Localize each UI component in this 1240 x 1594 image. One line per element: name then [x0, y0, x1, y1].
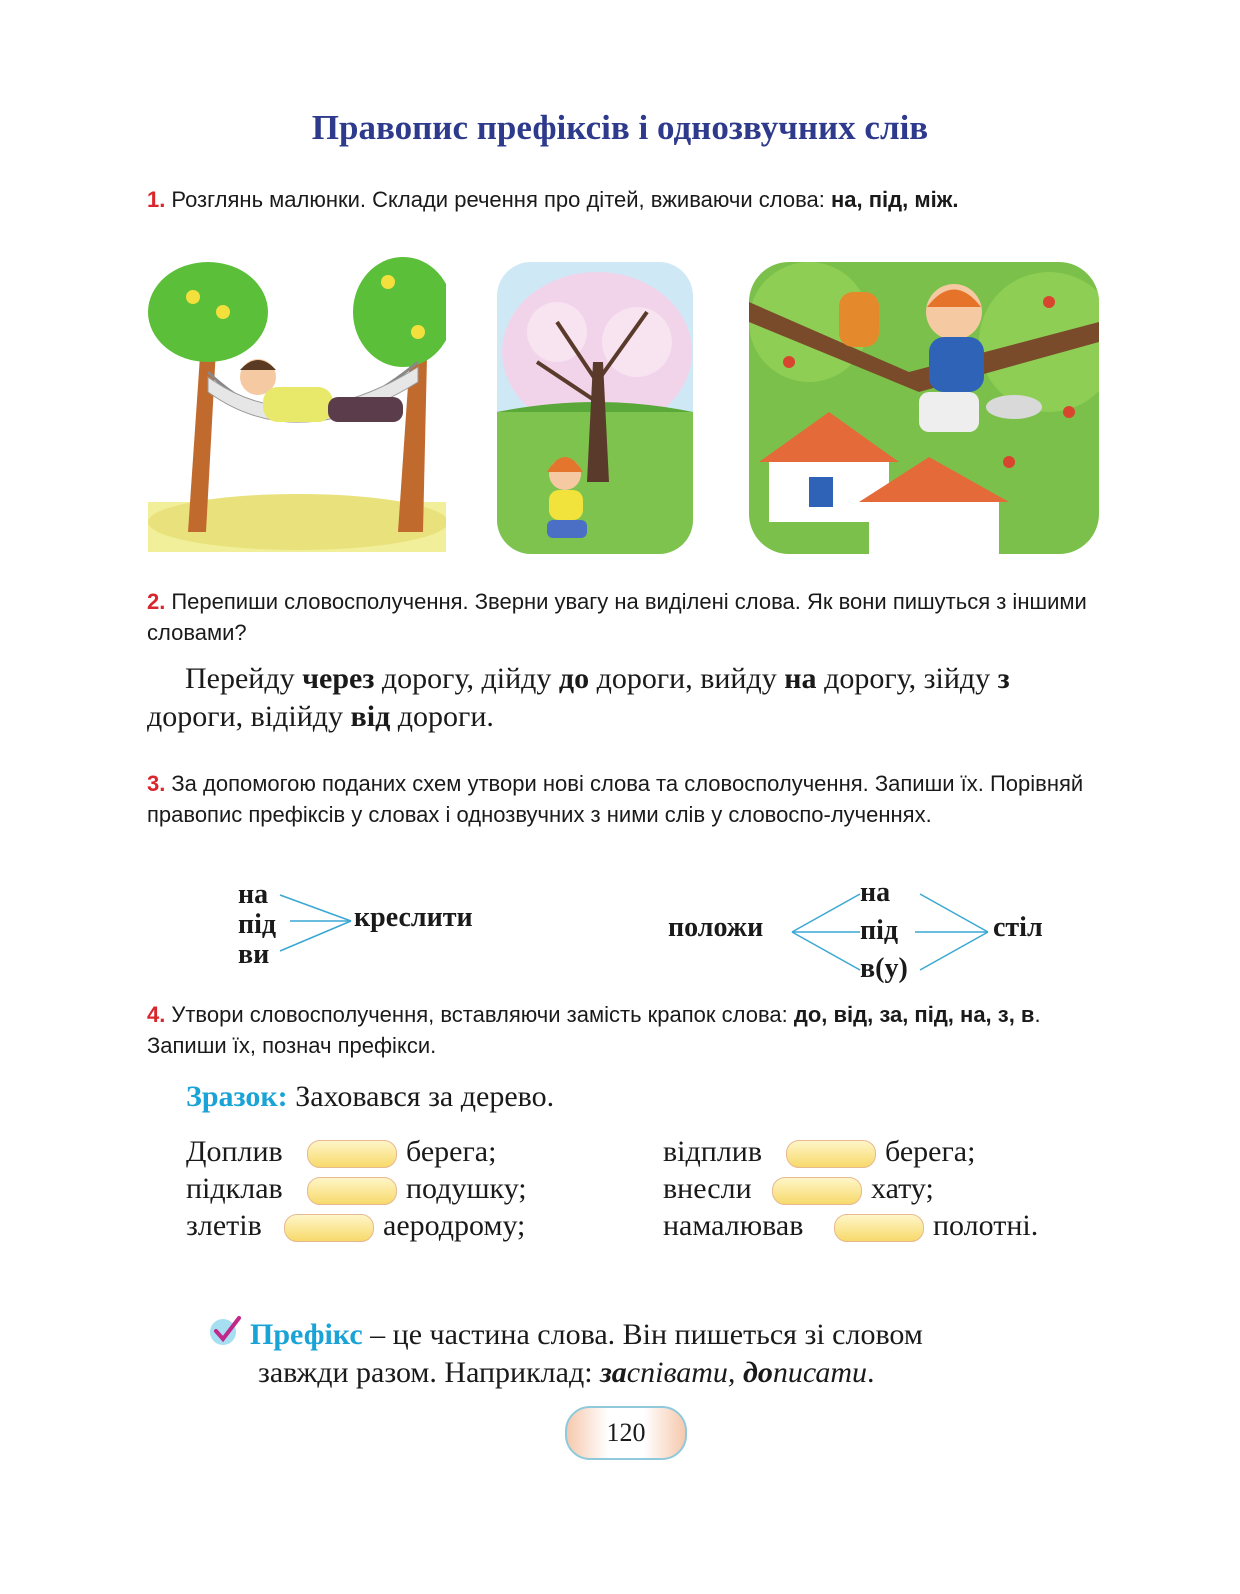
phrase-text: дороги, відійду: [147, 700, 351, 733]
answer-blank[interactable]: [834, 1214, 924, 1242]
rule-term: Префікс: [250, 1318, 363, 1351]
answer-blank[interactable]: [772, 1177, 862, 1205]
page-title: Правопис префіксів і однозвучних слів: [311, 108, 929, 147]
sample-line: [186, 1080, 554, 1114]
rule-text-part: – це частина слова. Він пишеться зі словом: [362, 1318, 923, 1351]
task-2: [147, 586, 1107, 648]
example-rest: писати: [772, 1356, 868, 1389]
exercise-item: підклав: [186, 1172, 283, 1205]
answer-blank[interactable]: [307, 1177, 397, 1205]
preposition-item: в(у): [860, 953, 908, 984]
scheme-2-connector-lines: [790, 890, 1000, 980]
exercise-item: аеродрому;: [383, 1209, 526, 1242]
exercise-item: Доплив: [186, 1135, 283, 1168]
task-text: Перепиши словосполучення. Зверни увагу на виділені слова. Як вони пишуться з іншими словами?: [147, 589, 1087, 645]
exercise-item: подушку;: [406, 1172, 527, 1205]
task-text: За допомогою поданих схем утвори нові слова та словосполучення. Запиши їх. Порівняй правопис префіксів у словах і однозвучних з ними слів у словоспо-лученнях.: [147, 771, 1084, 827]
task-2-phrases: [147, 660, 1107, 736]
boy-in-hammock-illustration: [148, 252, 446, 552]
highlighted-word: через: [302, 662, 375, 695]
exercise-item: відплив: [663, 1135, 763, 1168]
scheme-1-prefixes: [238, 880, 276, 970]
prefix-item: на: [238, 879, 269, 910]
highlighted-word: на: [784, 662, 817, 695]
exercise-item: полотні.: [933, 1209, 1039, 1242]
preposition-item: на: [860, 877, 891, 908]
prefix-item: ви: [238, 939, 270, 970]
rule-line-2: [250, 1354, 1130, 1392]
answer-blank[interactable]: [284, 1214, 374, 1242]
task-1: [147, 184, 1107, 215]
scheme-1-connector-lines: [275, 888, 355, 958]
preposition-item: під: [860, 915, 899, 946]
task-number: 1.: [147, 187, 166, 212]
task-number: 4.: [147, 1002, 166, 1027]
page-number: 120: [565, 1406, 687, 1460]
phrase-text: дороги.: [390, 700, 494, 733]
task-text: . Запиши їх, познач префікси.: [147, 1002, 1041, 1058]
example-rest: співати,: [626, 1356, 736, 1389]
task-number: 2.: [147, 589, 166, 614]
exercise-item: намалював: [663, 1209, 804, 1242]
exercise-item: внесли: [663, 1172, 752, 1205]
checkmark-icon: [208, 1314, 242, 1348]
phrase-text: дорогу, дійду: [374, 662, 559, 695]
exercise-item: берега;: [406, 1135, 497, 1168]
exercise-item: хату;: [871, 1172, 934, 1205]
phrase-text: дороги, вийду: [589, 662, 785, 695]
boy-in-apple-tree-illustration: [749, 262, 1099, 554]
rule-text-part: завжди разом. Наприклад:: [258, 1356, 601, 1389]
scheme-2-noun: стіл: [993, 912, 1043, 943]
highlighted-word: до: [558, 662, 590, 695]
task-words: на, під, між.: [831, 187, 959, 212]
task-4: [147, 999, 1107, 1061]
highlighted-word: від: [350, 700, 391, 733]
answer-blank[interactable]: [307, 1140, 397, 1168]
girl-under-blossoming-tree-illustration: [497, 262, 693, 554]
scheme-2-word: положи: [668, 912, 764, 943]
rule-text: [250, 1316, 1130, 1392]
rule-line-1: [250, 1316, 1130, 1354]
task-number: 3.: [147, 771, 166, 796]
answer-blank[interactable]: [786, 1140, 876, 1168]
example-prefix: за: [600, 1356, 627, 1389]
prefix-item: під: [238, 909, 277, 940]
exercise-item: берега;: [885, 1135, 976, 1168]
task-text: Утвори словосполучення, вставляючи замість крапок слова:: [171, 1002, 788, 1027]
phrase-text: дорогу, зійду: [816, 662, 998, 695]
rule-text-part: .: [867, 1356, 875, 1389]
scheme-1-word: креслити: [354, 902, 473, 933]
sample-text: Заховався за дерево.: [287, 1080, 555, 1113]
highlighted-word: з: [997, 662, 1010, 695]
exercise-item: злетів: [186, 1209, 262, 1242]
task-words: до, від, за, під, на, з, в: [793, 1002, 1035, 1027]
task-text: Розглянь малюнки. Склади речення про дітей, вживаючи слова:: [171, 187, 825, 212]
task-3: [147, 768, 1107, 830]
sample-label: Зразок:: [186, 1080, 288, 1113]
phrase-text: Перейду: [185, 662, 303, 695]
example-prefix: до: [742, 1356, 773, 1389]
